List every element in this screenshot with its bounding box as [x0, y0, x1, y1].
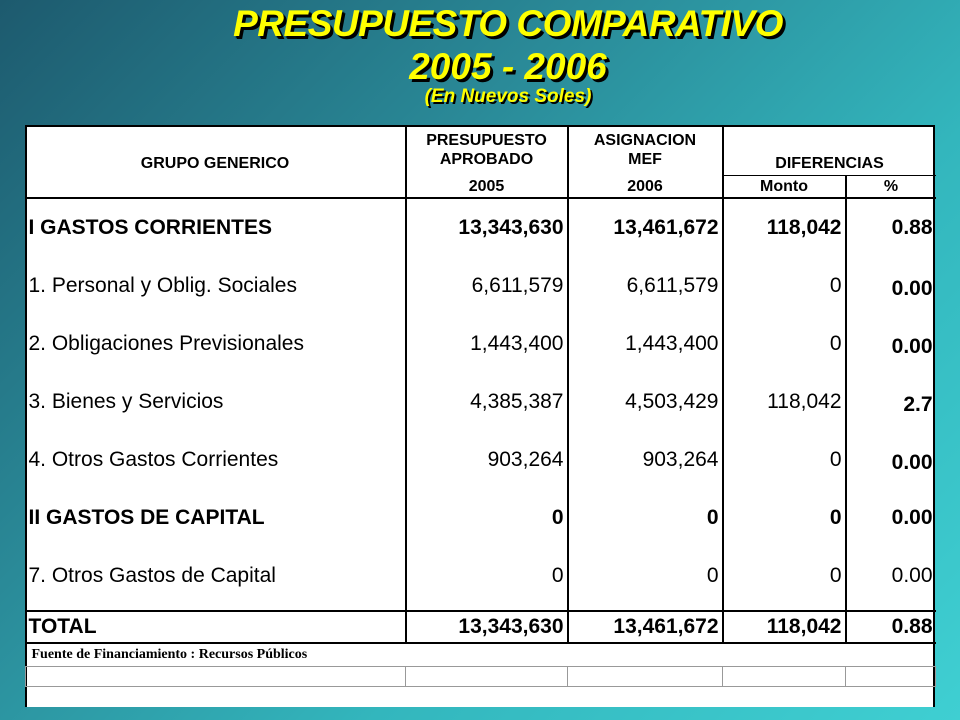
row-approved: 1,443,400: [406, 332, 568, 390]
row-approved: 13,343,630: [406, 215, 568, 274]
row-label: 7. Otros Gastos de Capital: [28, 564, 276, 587]
page-title: PRESUPUESTO COMPARATIVO: [233, 3, 783, 44]
page-years: 2005 - 2006: [409, 46, 607, 87]
row-approved: 6,611,579: [406, 274, 568, 332]
row-approved: 0: [406, 564, 568, 611]
header-mef-line2: MEF: [628, 151, 662, 168]
total-mef: 13,461,672: [568, 611, 723, 643]
header-group: [26, 125, 406, 175]
row-amount: 0: [723, 332, 846, 390]
row-mef: 13,461,672: [568, 215, 723, 274]
row-mef: 0: [568, 506, 723, 564]
table-row: [26, 390, 936, 448]
row-amount: 0: [723, 506, 846, 564]
table-row: [26, 274, 936, 332]
header-approved-line1: PRESUPUESTO: [426, 132, 547, 149]
row-mef: 6,611,579: [568, 274, 723, 332]
page-subtitle: (En Nuevos Soles): [424, 86, 592, 107]
row-pct: 0.00: [846, 274, 936, 332]
header-diff-pct: %: [846, 175, 936, 198]
row-pct: 0.00: [846, 506, 936, 564]
empty-row: [26, 667, 936, 687]
header-approved-line2: APROBADO: [439, 151, 534, 168]
header-group-blank: [26, 175, 406, 198]
row-label: 4. Otros Gastos Corrientes: [28, 448, 279, 471]
total-approved: 13,343,630: [406, 611, 568, 643]
table-row: [26, 215, 936, 274]
row-approved: 0: [406, 506, 568, 564]
row-amount: 118,042: [723, 390, 846, 448]
row-mef: 0: [568, 564, 723, 611]
row-pct: 0.00: [846, 332, 936, 390]
header-approved: [406, 125, 568, 175]
source-row: [26, 643, 936, 667]
row-approved: 903,264: [406, 448, 568, 506]
header-mef: [568, 125, 723, 175]
header-mef-line1: ASIGNACION: [593, 132, 697, 149]
header-diff-amount: Monto: [723, 175, 846, 198]
header-mef-year: 2006: [568, 175, 723, 198]
budget-table: [25, 125, 936, 687]
row-amount: 0: [723, 274, 846, 332]
row-pct: 0.00: [846, 448, 936, 506]
row-mef: 903,264: [568, 448, 723, 506]
row-amount: 0: [723, 564, 846, 611]
header-diff: [723, 125, 936, 175]
table-row: [26, 448, 936, 506]
table-row: [26, 564, 936, 611]
row-approved: 4,385,387: [406, 390, 568, 448]
total-row: [26, 611, 936, 643]
title-block: [0, 0, 960, 107]
total-pct: 0.88: [846, 611, 936, 643]
table-row: [26, 332, 936, 390]
row-mef: 4,503,429: [568, 390, 723, 448]
header-group-label: GRUPO GENERICO: [140, 155, 290, 172]
table-row: [26, 506, 936, 564]
row-label: II GASTOS DE CAPITAL: [28, 506, 265, 529]
header-subrow: [26, 175, 936, 198]
row-pct: 0.00: [846, 564, 936, 611]
source-note: Fuente de Financiamiento : Recursos Públicos: [26, 643, 936, 667]
header-diff-label: DIFERENCIAS: [775, 154, 884, 172]
row-label: 2. Obligaciones Previsionales: [28, 332, 304, 355]
row-label: 1. Personal y Oblig. Sociales: [28, 274, 297, 297]
row-mef: 1,443,400: [568, 332, 723, 390]
row-pct: 0.88: [846, 215, 936, 274]
row-label: I GASTOS CORRIENTES: [28, 216, 272, 239]
header-approved-year: 2005: [406, 175, 568, 198]
total-amount: 118,042: [723, 611, 846, 643]
row-amount: 0: [723, 448, 846, 506]
total-label: TOTAL: [26, 611, 406, 643]
row-amount: 118,042: [723, 215, 846, 274]
row-label: 3. Bienes y Servicios: [28, 390, 224, 413]
row-pct: 2.7: [846, 390, 936, 448]
